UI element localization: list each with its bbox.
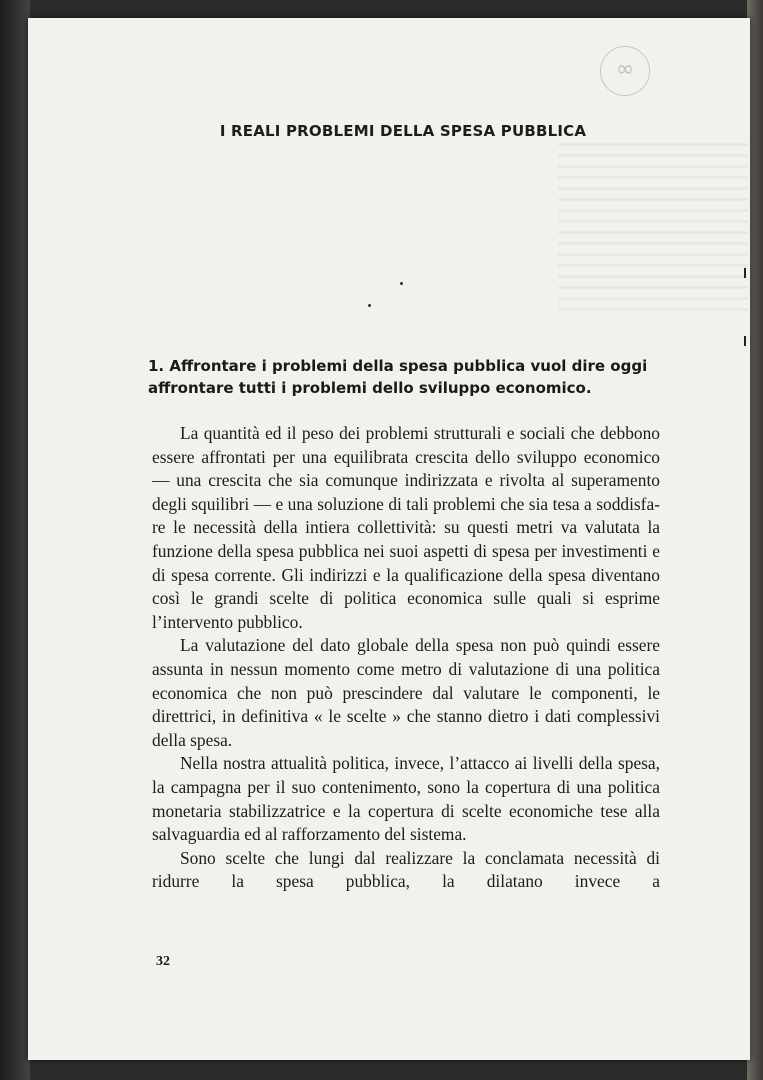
- paragraph: La quantità ed il peso dei problemi strutturali e sociali che debbono essere affrontati per una equilibrata crescita dello sviluppo economico — una crescita che sia comunque indirizzata e rivolta al superamento degli squilibri — e una soluzione di tali problemi che sia tesa a soddisfare le necessità della intiera collettività: su questi metri va valutata la funzione della spesa pubblica nei suoi aspetti di spesa per investimenti e di spesa corrente. Gli indirizzi e la qualificazione della spesa diventano così le grandi scelte di politica economica sulle quali si esprime l’intervento pubblico.: [152, 423, 660, 632]
- section-heading-line: 1. Affrontare i problemi della spesa pubblica vuol dire oggi: [148, 357, 648, 375]
- page-number: 32: [156, 954, 170, 969]
- bleed-through-text: [558, 143, 748, 313]
- ink-speck: [368, 304, 371, 307]
- section-heading: [148, 355, 648, 399]
- margin-mark: [744, 268, 746, 278]
- body-text: [152, 422, 660, 894]
- ink-speck: [400, 282, 403, 285]
- book-page: [28, 18, 750, 1060]
- paragraph: Sono scelte che lungi dal realizzare la conclamata necessità di ridurre la spesa pubblica, la dilatano invece a: [152, 847, 660, 892]
- scan-left-edge: [0, 0, 30, 1080]
- paragraph: Nella nostra attualità politica, invece, l’attacco ai livelli della spesa, la campagna per il suo contenimento, sono la copertura di una politica monetaria stabilizzatrice e la copertura di scelte economiche tese alla salvaguardia ed al rafforzamento del sistema.: [152, 753, 660, 845]
- section-heading-line: affrontare tutti i problemi dello sviluppo economico.: [148, 379, 592, 397]
- paragraph: La valutazione del dato globale della spesa non può quindi essere assunta in nessun momento come metro di valutazione di una politica economica che non può prescindere dal valutare le componenti, le direttrici, in definitiva « le scelte » che stanno dietro i dati complessivi della spesa.: [152, 635, 660, 750]
- library-stamp-icon: ∞: [600, 46, 650, 96]
- margin-mark: [744, 336, 746, 346]
- chapter-title: I REALI PROBLEMI DELLA SPESA PUBBLICA: [219, 122, 587, 140]
